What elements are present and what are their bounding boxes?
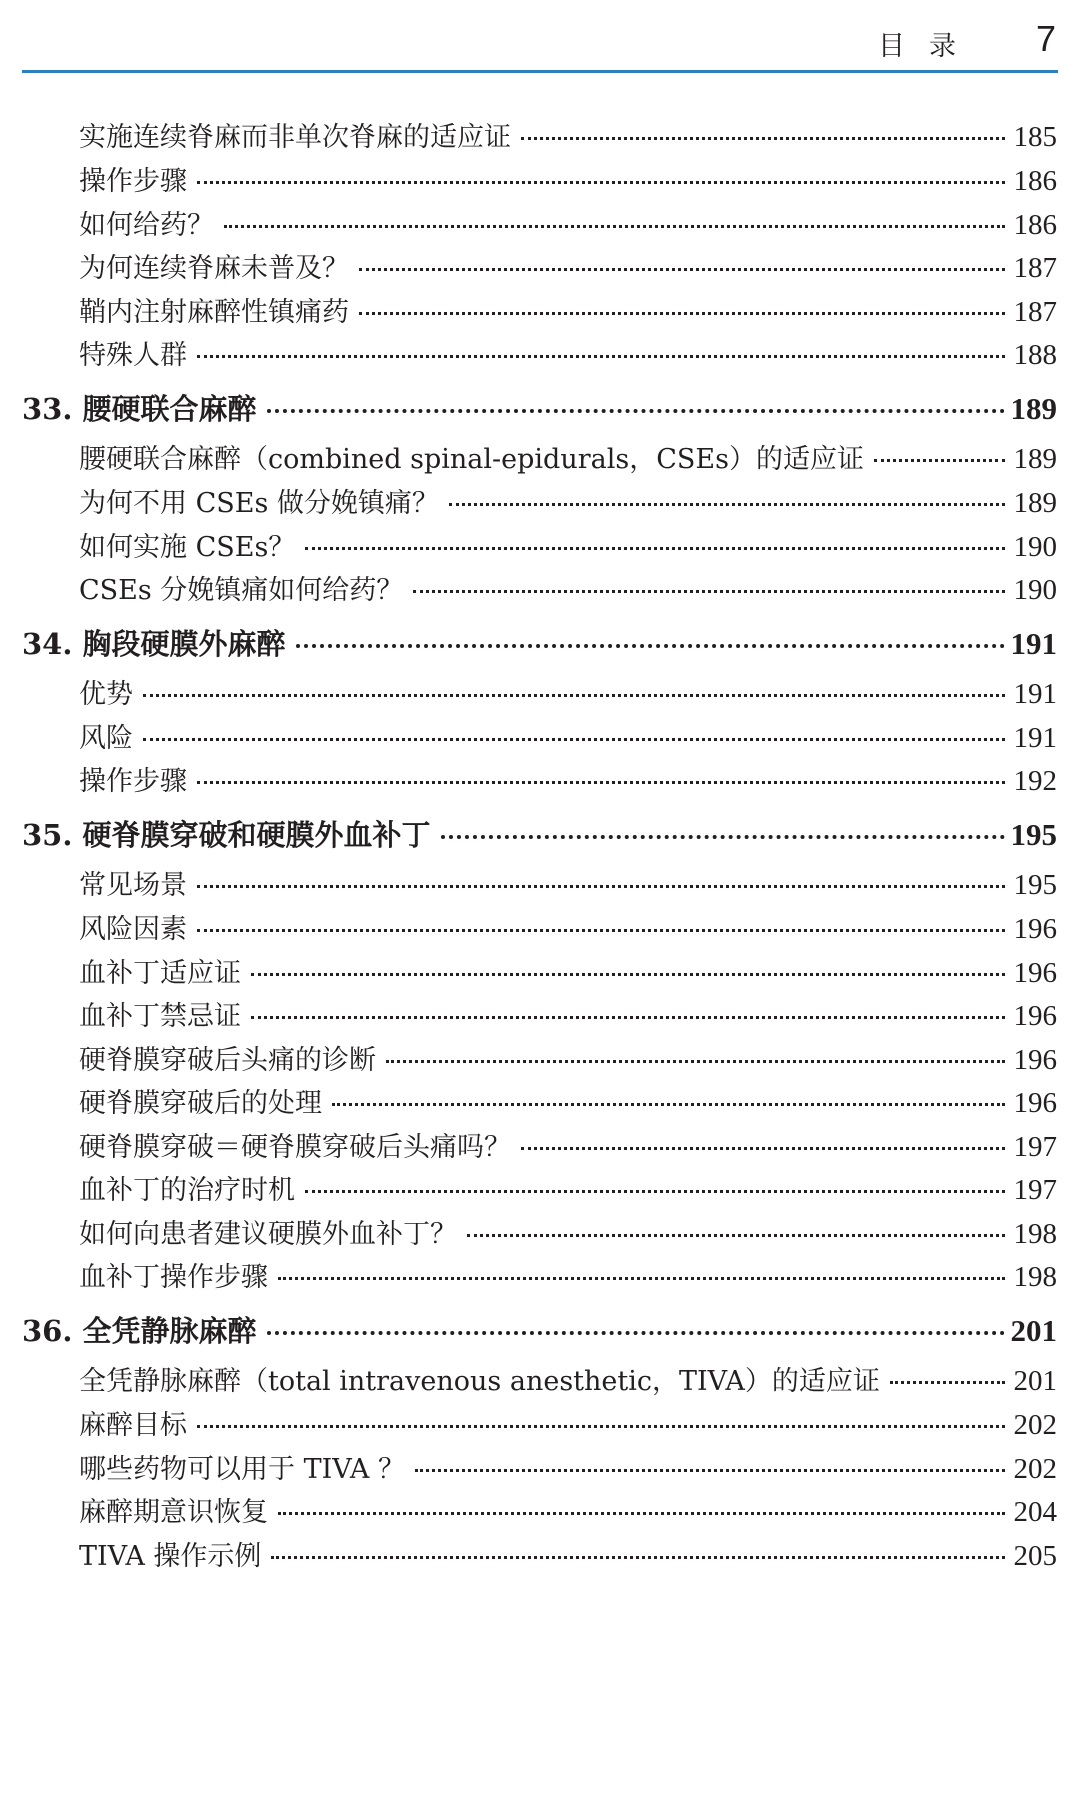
toc-entry[interactable] — [79, 767, 1057, 796]
toc-entry-title: 操作步骤 — [79, 766, 187, 797]
dot-leader — [467, 1234, 1005, 1237]
toc-chapter-page: 189 — [1010, 391, 1057, 426]
toc-entry-title: 优势 — [79, 679, 133, 710]
toc-entry-page: 201 — [1013, 1365, 1057, 1397]
toc-entry[interactable] — [79, 1133, 1057, 1162]
page-number: 7 — [1035, 18, 1056, 59]
toc-entry-page: 191 — [1013, 722, 1057, 754]
toc-chapter-title: 34. 胸段硬膜外麻醉 — [22, 627, 286, 661]
toc-chapter[interactable] — [22, 1315, 1057, 1346]
dot-leader — [359, 268, 1005, 271]
toc-entry-title: 硬脊膜穿破后头痛的诊断 — [79, 1045, 376, 1076]
dot-leader — [521, 1147, 1005, 1150]
dot-leader — [413, 590, 1005, 593]
dot-leader — [305, 547, 1005, 550]
toc-entry-page: 190 — [1013, 574, 1057, 606]
toc-entry[interactable] — [79, 445, 1057, 474]
toc-entry-title: 如何给药？ — [79, 210, 214, 241]
toc-entry-page: 197 — [1013, 1174, 1057, 1206]
toc-entry[interactable] — [79, 680, 1057, 709]
toc-entry-title: 全凭静脉麻醉（total intravenous anesthetic，TIVA）的适应证 — [79, 1366, 880, 1397]
toc-entry-title: 风险因素 — [79, 914, 187, 945]
dot-leader — [332, 1103, 1005, 1106]
dot-leader — [874, 459, 1005, 462]
toc-entry[interactable] — [79, 167, 1057, 196]
dot-leader — [224, 225, 1005, 228]
dot-leader — [251, 1016, 1005, 1019]
dot-leader — [267, 1331, 1005, 1335]
toc-entry-title: 血补丁的治疗时机 — [79, 1175, 295, 1206]
toc-entry-page: 197 — [1013, 1131, 1057, 1163]
dot-leader — [415, 1469, 1005, 1472]
toc-entry[interactable] — [79, 1220, 1057, 1249]
toc-chapter-title: 33. 腰硬联合麻醉 — [22, 392, 257, 426]
toc-entry-title: 操作步骤 — [79, 166, 187, 197]
header-rule — [22, 70, 1058, 73]
toc-chapter-page: 201 — [1010, 1313, 1057, 1348]
toc-entry-title: 硬脊膜穿破后的处理 — [79, 1088, 322, 1119]
toc-entry[interactable] — [79, 1002, 1057, 1031]
dot-leader — [449, 503, 1005, 506]
toc-entry-title: 血补丁操作步骤 — [79, 1262, 268, 1293]
toc-entry-title: 腰硬联合麻醉（combined spinal-epidurals，CSEs）的适应证 — [79, 444, 864, 475]
toc-entry-page: 190 — [1013, 531, 1057, 563]
dot-leader — [278, 1277, 1005, 1280]
toc-chapter[interactable] — [22, 393, 1057, 424]
toc-entry[interactable] — [79, 533, 1057, 562]
toc-entry-page: 189 — [1013, 487, 1057, 519]
toc-entry[interactable] — [79, 211, 1057, 240]
toc-entry-title: 实施连续脊麻而非单次脊麻的适应证 — [79, 122, 511, 153]
toc-entry[interactable] — [79, 871, 1057, 900]
toc-entry-page: 189 — [1013, 443, 1057, 475]
toc-entry-title: 为何不用 CSEs 做分娩镇痛？ — [79, 488, 439, 519]
toc-entry-title: 血补丁适应证 — [79, 958, 241, 989]
toc-entry-page: 186 — [1013, 209, 1057, 241]
toc-entry-title: 特殊人群 — [79, 340, 187, 371]
toc-entry-page: 204 — [1013, 1496, 1057, 1528]
toc-chapter-title: 36. 全凭静脉麻醉 — [22, 1314, 257, 1348]
toc-entry-title: 麻醉期意识恢复 — [79, 1497, 268, 1528]
dot-leader — [197, 355, 1005, 358]
toc-entry-page: 196 — [1013, 1087, 1057, 1119]
toc-entry-page: 192 — [1013, 765, 1057, 797]
dot-leader — [521, 137, 1005, 140]
dot-leader — [143, 738, 1005, 741]
dot-leader — [267, 409, 1005, 413]
toc-entry[interactable] — [79, 123, 1057, 152]
dot-leader — [271, 1556, 1005, 1559]
toc-entry-title: 鞘内注射麻醉性镇痛药 — [79, 297, 349, 328]
toc-entry-title: 哪些药物可以用于 TIVA ？ — [79, 1454, 406, 1485]
toc-entry-page: 188 — [1013, 339, 1057, 371]
toc-entry[interactable] — [79, 1176, 1057, 1205]
toc-entry-title: TIVA 操作示例 — [79, 1541, 262, 1572]
dot-leader — [251, 973, 1005, 976]
dot-leader — [441, 835, 1005, 839]
dot-leader — [278, 1512, 1005, 1515]
toc-entry-page: 187 — [1013, 296, 1057, 328]
toc-entry[interactable] — [79, 1542, 1057, 1571]
toc-entry[interactable] — [79, 489, 1057, 518]
dot-leader — [386, 1060, 1005, 1063]
toc-entry-title: 风险 — [79, 723, 133, 754]
dot-leader — [197, 929, 1005, 932]
toc-chapter[interactable] — [22, 628, 1057, 659]
toc-entry[interactable] — [79, 341, 1057, 370]
toc-chapter-page: 191 — [1010, 626, 1057, 661]
toc-entry-page: 186 — [1013, 165, 1057, 197]
toc-entry-title: 为何连续脊麻未普及？ — [79, 253, 349, 284]
toc-entry[interactable] — [79, 1089, 1057, 1118]
toc-entry-page: 196 — [1013, 913, 1057, 945]
toc-entry-page: 202 — [1013, 1453, 1057, 1485]
toc-entry-title: 如何向患者建议硬膜外血补丁？ — [79, 1219, 457, 1250]
toc-entry[interactable] — [79, 959, 1057, 988]
section-label: 目录 — [878, 31, 980, 62]
toc-entry[interactable] — [79, 1455, 1057, 1484]
dot-leader — [305, 1190, 1005, 1193]
toc-entry[interactable] — [79, 724, 1057, 753]
toc-entry-title: 硬脊膜穿破＝硬脊膜穿破后头痛吗？ — [79, 1132, 511, 1163]
toc-entry-page: 196 — [1013, 1000, 1057, 1032]
toc-entry-title: 如何实施 CSEs？ — [79, 532, 296, 563]
dot-leader — [296, 644, 1005, 648]
toc-entry-title: 常见场景 — [79, 870, 187, 901]
toc-entry[interactable] — [79, 1046, 1057, 1075]
toc-entry-page: 187 — [1013, 252, 1057, 284]
toc-entry-page: 185 — [1013, 121, 1057, 153]
toc-entry[interactable] — [79, 915, 1057, 944]
toc-entry-page: 191 — [1013, 678, 1057, 710]
toc-entry[interactable] — [79, 298, 1057, 327]
toc-entry-page: 202 — [1013, 1409, 1057, 1441]
toc-entry-page: 196 — [1013, 957, 1057, 989]
toc-entry[interactable] — [79, 1411, 1057, 1440]
toc-entry[interactable] — [79, 1498, 1057, 1527]
toc-entry[interactable] — [79, 1263, 1057, 1292]
dot-leader — [197, 181, 1005, 184]
toc-entry-page: 205 — [1013, 1540, 1057, 1572]
toc-entry-page: 198 — [1013, 1218, 1057, 1250]
toc-entry-title: 血补丁禁忌证 — [79, 1001, 241, 1032]
dot-leader — [197, 885, 1005, 888]
toc-entry[interactable] — [79, 1367, 1057, 1396]
toc-entry-page: 195 — [1013, 869, 1057, 901]
toc-chapter[interactable] — [22, 819, 1057, 850]
toc-chapter-page: 195 — [1010, 817, 1057, 852]
toc-entry-title: CSEs 分娩镇痛如何给药？ — [79, 575, 404, 606]
toc-chapter-title: 35. 硬脊膜穿破和硬膜外血补丁 — [22, 818, 431, 852]
toc-entry-title: 麻醉目标 — [79, 1410, 187, 1441]
toc-entry-page: 198 — [1013, 1261, 1057, 1293]
dot-leader — [890, 1381, 1005, 1384]
toc-entry[interactable] — [79, 254, 1057, 283]
toc-entry[interactable] — [79, 576, 1057, 605]
toc-entry-page: 196 — [1013, 1044, 1057, 1076]
dot-leader — [197, 1425, 1005, 1428]
dot-leader — [359, 312, 1005, 315]
dot-leader — [143, 694, 1005, 697]
page-header — [22, 0, 1058, 74]
dot-leader — [197, 781, 1005, 784]
